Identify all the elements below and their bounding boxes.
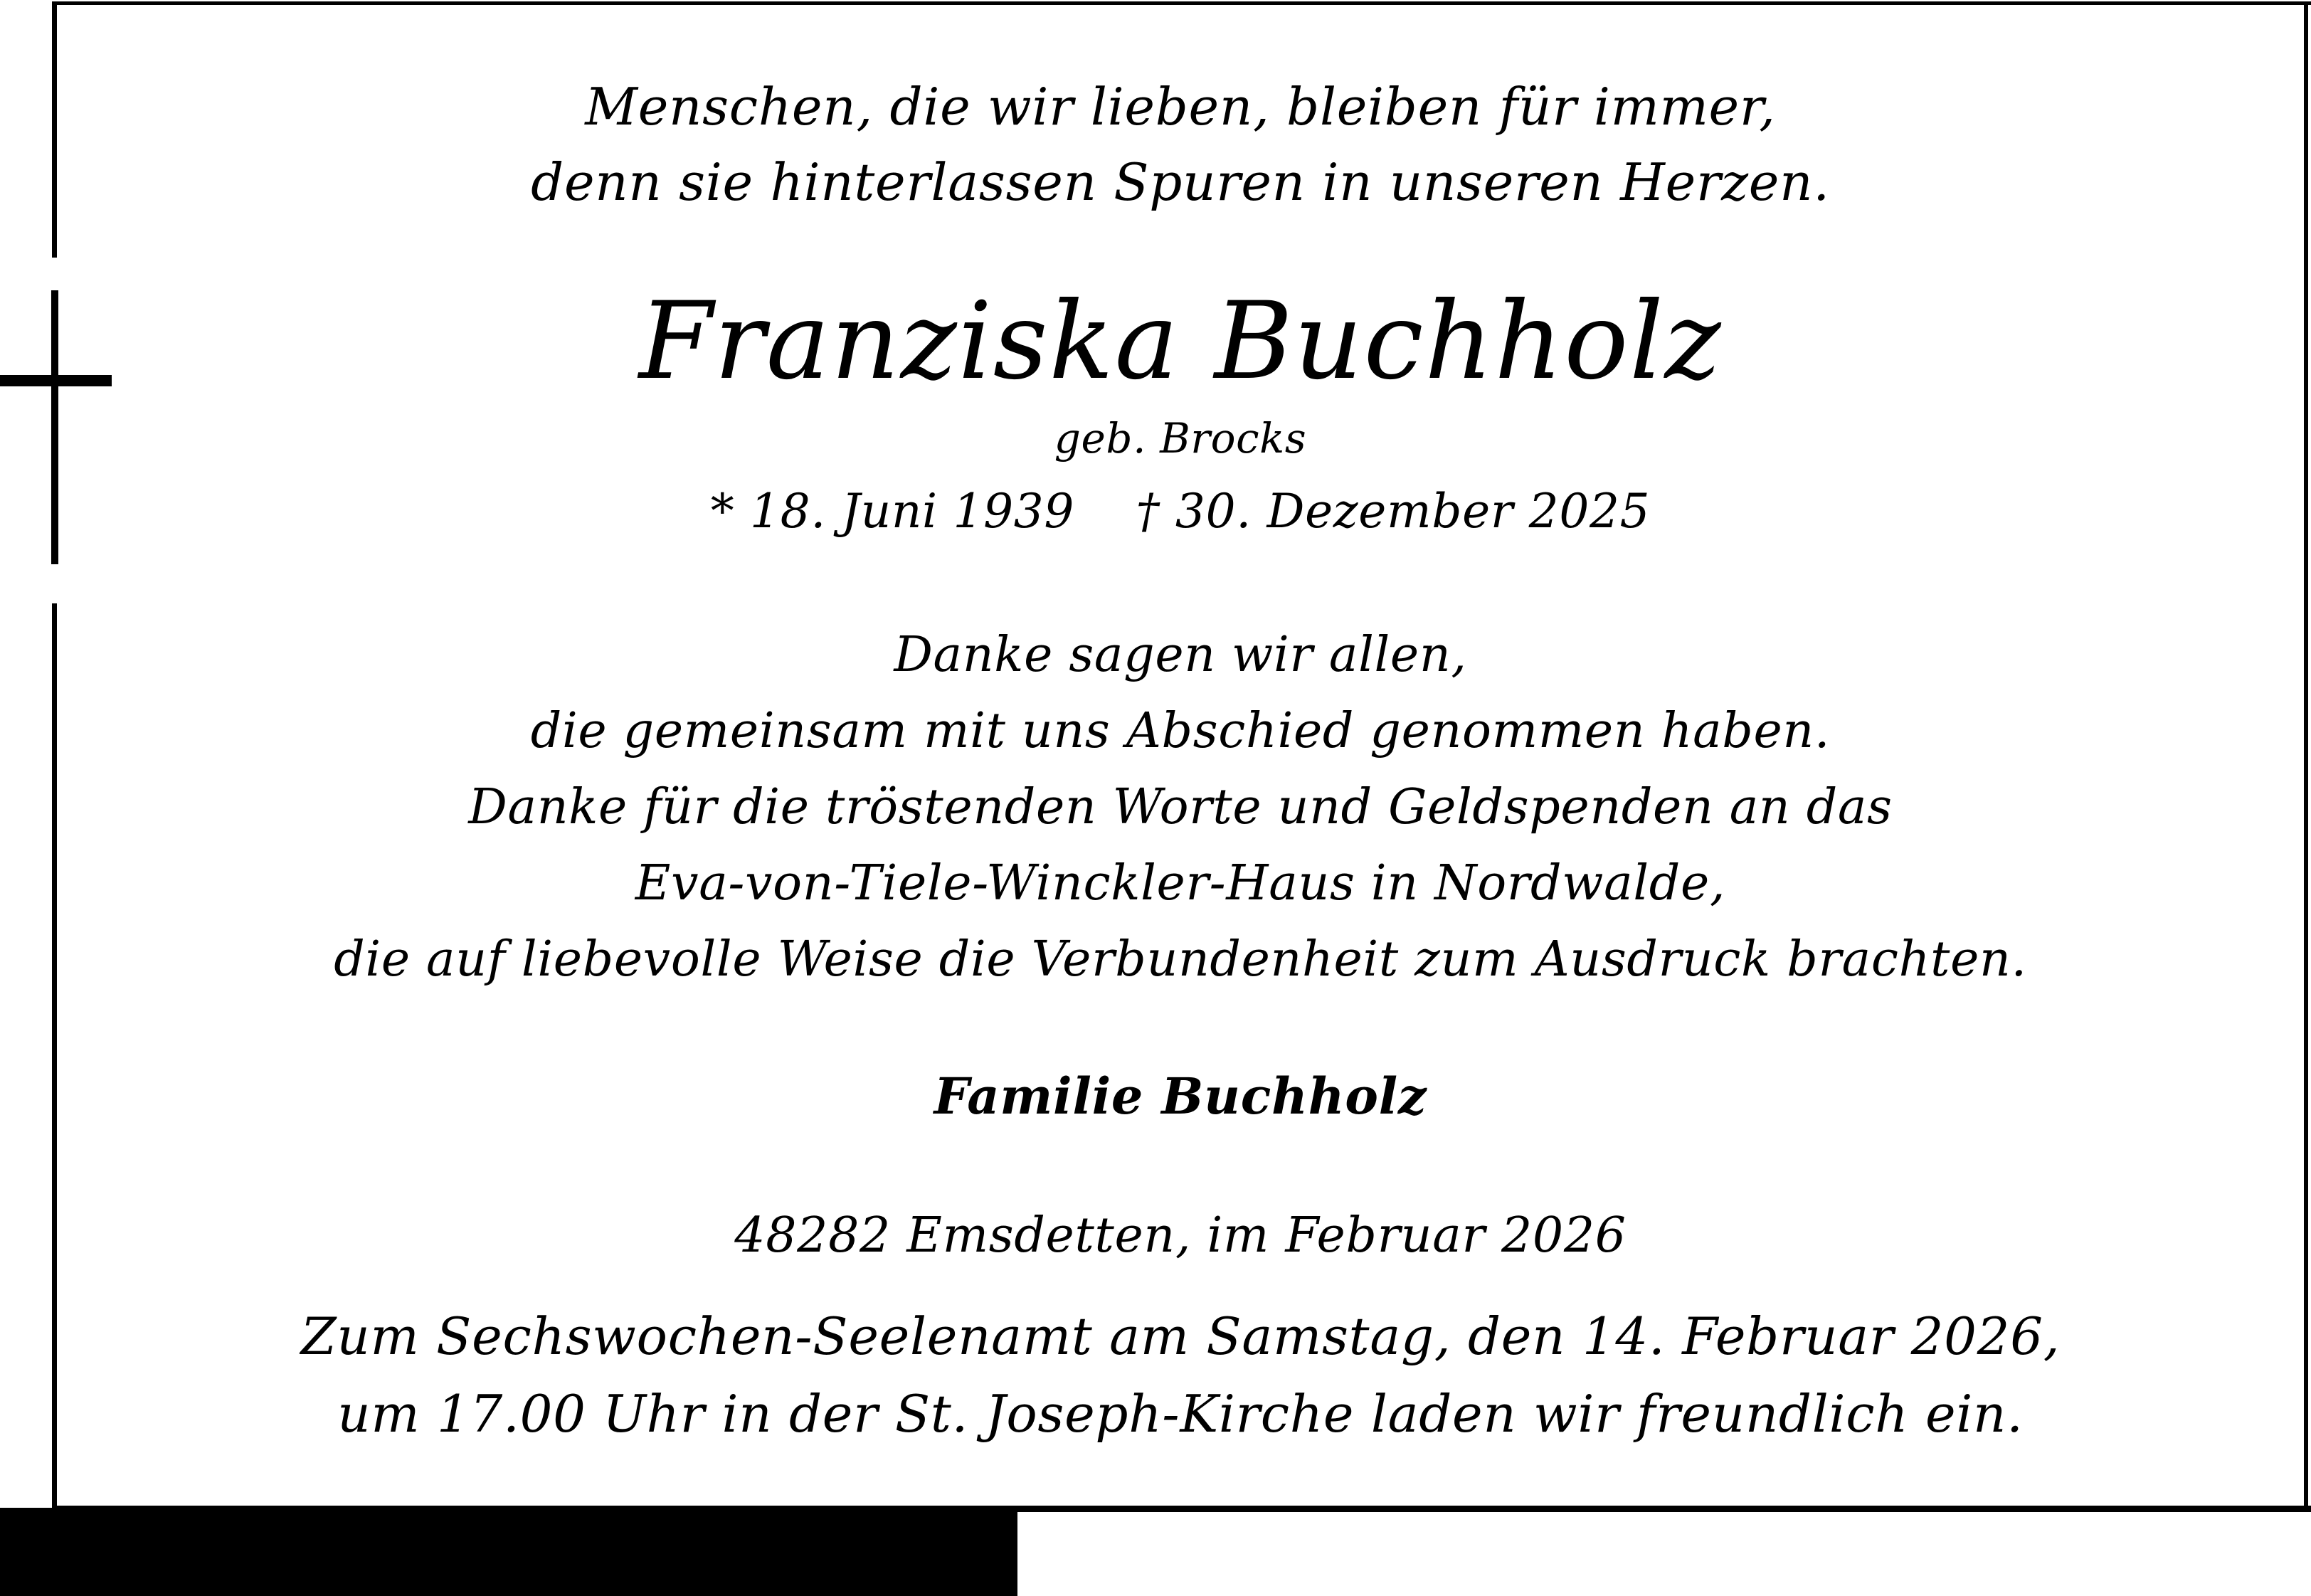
life-dates: * 18. Juni 1939 † 30. Dezember 2025 <box>710 484 1651 539</box>
bottom-black-bar <box>0 1508 1017 1596</box>
deceased-name: Franziska Buchholz <box>638 280 1723 403</box>
family-signature: Familie Buchholz <box>934 1067 1427 1126</box>
maiden-name: geb. Brocks <box>1054 414 1307 463</box>
thanks-line-1: Danke sagen wir allen, <box>894 627 1467 683</box>
place-and-date: 48282 Emsdetten, im Februar 2026 <box>734 1207 1627 1264</box>
frame-border-top <box>53 1 2311 5</box>
invitation-line-2: um 17.00 Uhr in der St. Joseph-Kirche laden wir freundlich ein. <box>337 1384 2024 1444</box>
quote-line-2: denn sie hinterlassen Spuren in unseren Herzen. <box>531 152 1830 212</box>
thanks-line-5: die auf liebevolle Weise die Verbundenheit zum Ausdruck brachten. <box>334 931 2027 988</box>
thanks-line-4: Eva-von-Tiele-Winckler-Haus in Nordwalde, <box>635 855 1726 911</box>
thanks-line-3: Danke für die tröstenden Worte und Geldspenden an das <box>468 779 1893 835</box>
invitation-line-1: Zum Sechswochen-Seelenamt am Samstag, den 14. Februar 2026, <box>300 1306 2061 1366</box>
thanks-line-2: die gemeinsam mit uns Abschied genommen haben. <box>530 703 1831 759</box>
quote-line-1: Menschen, die wir lieben, bleiben für immer, <box>585 77 1776 137</box>
